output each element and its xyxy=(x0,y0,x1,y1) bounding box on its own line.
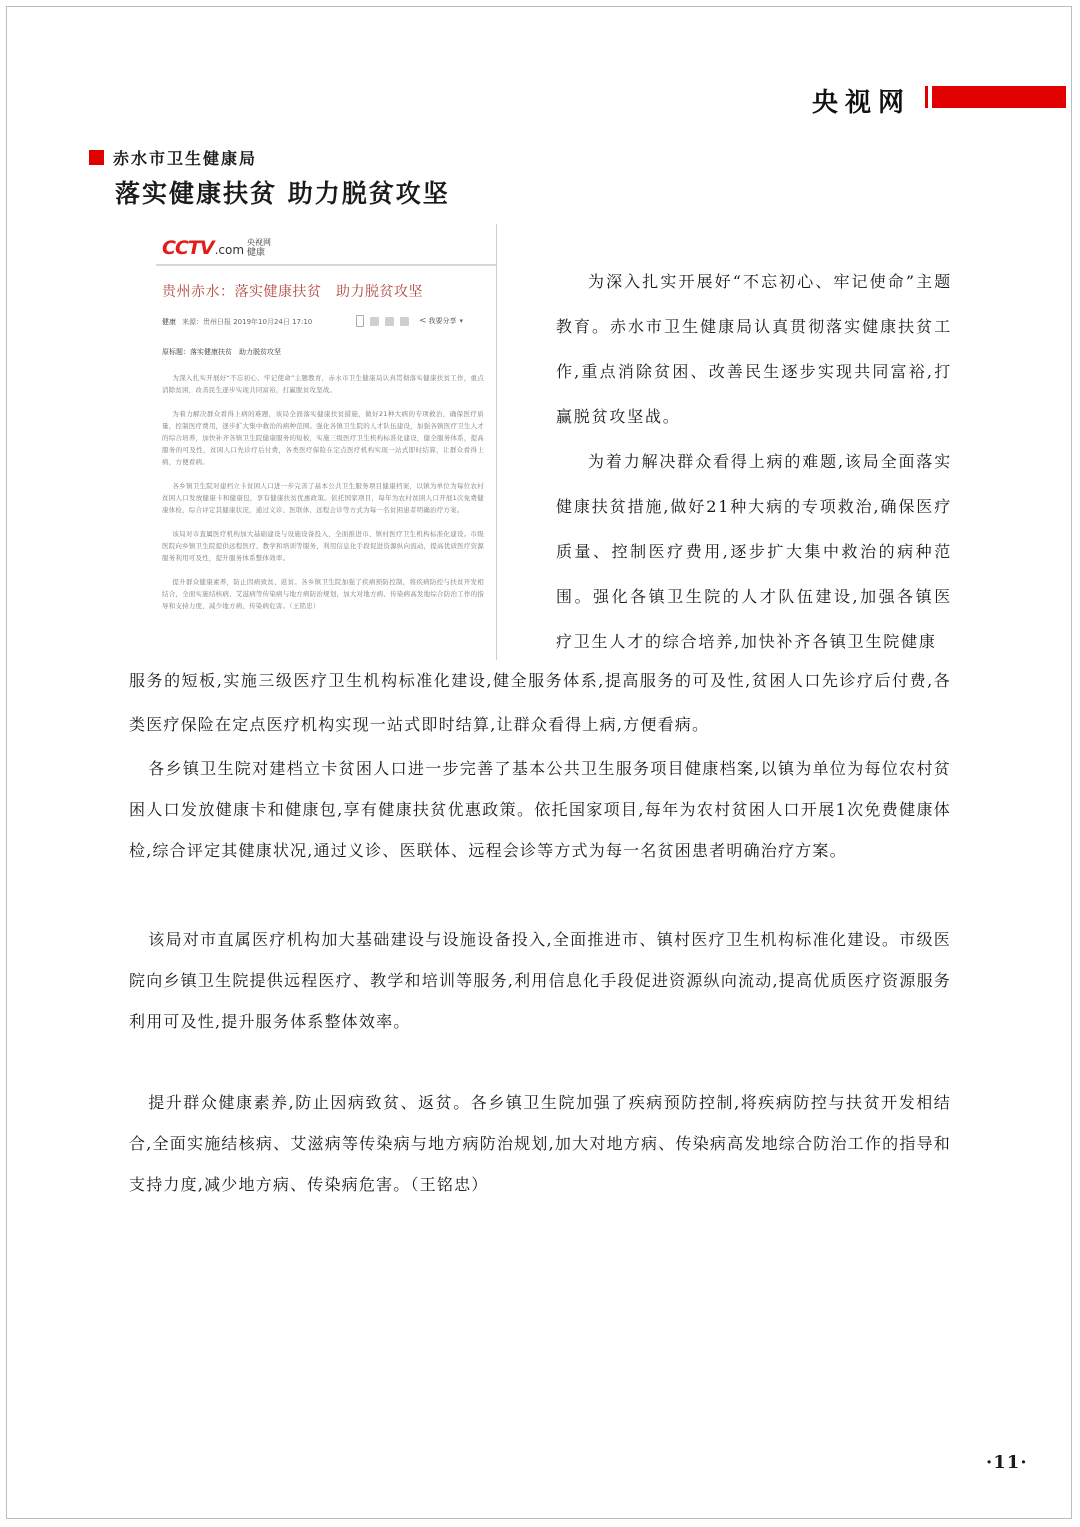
embed-paragraph: 各乡镇卫生院对建档立卡贫困人口进一步完善了基本公共卫生服务项目健康档案，以镇为单位为每位农村贫困人口发放健康卡和健康包，享有健康扶贫优惠政策。依托国家项目，每年为农村贫困人口开展1次免费健康体检，综合评定其健康状况，通过义诊、医联体、远程会诊等方式为每一名贫困患者明确治疗方案。 xyxy=(162,482,484,514)
article-paragraph-2-end: 服务的短板,实施三级医疗卫生机构标准化建设,健全服务体系,提高服务的可及性,贫困人口先诊疗后付费,各类医疗保险在定点医疗机构实现一站式即时结算,让群众看得上病,方便看病。 xyxy=(129,671,951,734)
logo-mark: CCTV xyxy=(162,237,214,259)
phone-icon xyxy=(356,315,364,327)
section-label: 赤水市卫生健康局 xyxy=(113,149,258,168)
article-paragraph-4-block xyxy=(129,919,951,1042)
embed-source: 来源：贵州日报 2019年10月24日 17:10 xyxy=(182,318,313,326)
article-paragraph-5: 提升群众健康素养,防止因病致贫、返贫。各乡镇卫生院加强了疾病预防控制,将疾病防控与扶贫开发相结合,全面实施结核病、艾滋病等传染病与地方病防治规划,加大对地方病、传染病高发地综合防治工作的指导和支持力度,减少地方病、传染病危害。（王铭忠） xyxy=(129,1093,951,1194)
embed-paragraph: 提升群众健康素养，防止因病致贫、返贫。各乡镇卫生院加强了疾病预防控制，将疾病防控与扶贫开发相结合，全面实施结核病、艾滋病等传染病与地方病防治规划，加大对地方病、传染病高发地综合防治工作的指导和支持力度，减少地方病、传染病危害。（王铭忠） xyxy=(162,578,484,610)
embed-divider xyxy=(156,264,496,266)
embed-article-title: 贵州赤水：落实健康扶贫 助力脱贫攻坚 xyxy=(162,284,423,300)
embed-body xyxy=(162,372,484,624)
logo-side xyxy=(247,238,271,258)
page-title: 落实健康扶贫 助力脱贫攻坚 xyxy=(115,179,450,208)
embed-category: 健康 xyxy=(162,318,176,326)
article-intro xyxy=(556,259,952,664)
masthead-title: 央视网 xyxy=(812,88,912,118)
article-paragraph-4: 该局对市直属医疗机构加大基础建设与设施设备投入,全面推进市、镇村医疗卫生机构标准化建设。市级医院向乡镇卫生院提供远程医疗、教学和培训等服务,利用信息化手段促进资源纵向流动,提高优质医疗资源服务利用可及性,提升服务体系整体效率。 xyxy=(129,930,951,1031)
embed-paragraph: 为深入扎实开展好“不忘初心、牢记使命”主题教育，赤水市卫生健康局认真贯彻落实健康扶贫工作，重点消除贫困，改善民生逐步实现共同富裕，打赢脱贫攻坚战。 xyxy=(162,374,484,394)
embed-meta xyxy=(162,317,312,327)
logo-channel: 健康 xyxy=(247,248,266,258)
font-large-icon xyxy=(385,317,394,326)
print-icon xyxy=(400,317,409,326)
embed-paragraph: 该局对市直属医疗机构加大基础建设与设施设备投入，全面推进市、镇村医疗卫生机构标准化建设。市级医院向乡镇卫生院提供远程医疗、教学和培训等服务，利用信息化手段促进资源纵向流动，提高优质医疗资源服务利用可及性，提升服务体系整体效率。 xyxy=(162,530,484,562)
font-small-icon xyxy=(370,317,379,326)
chevron-down-icon: ▾ xyxy=(459,317,464,325)
masthead-separator xyxy=(925,86,928,108)
article-paragraph-5-block xyxy=(129,1082,951,1205)
embed-original-title: 原标题：落实健康扶贫 助力脱贫攻坚 xyxy=(162,348,281,356)
section-marker-icon xyxy=(89,150,104,165)
embed-paragraph: 为着力解决群众看得上病的难题，该局全面落实健康扶贫措施，做好21种大病的专项救治，确保医疗质量，控制医疗费用，逐步扩大集中救治的病种范围。强化各镇卫生院的人才队伍建设，加强各镇医疗卫生人才的综合培养，加快补齐各镇卫生院健康服务的短板，实施三级医疗卫生机构标准化建设，健全服务体系，提高服务的可及性，贫困人口先诊疗后付费，各类医疗保险在定点医疗机构实现一站式即时结算，让群众看得上病，方便看病。 xyxy=(162,410,484,466)
article-paragraph-3: 各乡镇卫生院对建档立卡贫困人口进一步完善了基本公共卫生服务项目健康档案,以镇为单位为每位农村贫困人口发放健康卡和健康包,享有健康扶贫优惠政策。依托国家项目,每年为农村贫困人口开展1次免费健康体检,综合评定其健康状况,通过义诊、医联体、远程会诊等方式为每一名贫困患者明确治疗方案。 xyxy=(129,759,951,860)
article-paragraph-3-block xyxy=(129,748,951,871)
share-icon: < xyxy=(419,316,427,326)
article-paragraph-2-start: 为着力解决群众看得上病的难题,该局全面落实健康扶贫措施,做好21种大病的专项救治,确保医疗质量、控制医疗费用,逐步扩大集中救治的病种范围。强化各镇卫生院的人才队伍建设,加强各镇医疗卫生人才的综合培养,加快补齐各镇卫生院健康 xyxy=(556,452,952,651)
page-number: ·11· xyxy=(986,1452,1028,1473)
cctv-logo xyxy=(162,234,271,258)
article-paragraph-1: 为深入扎实开展好“不忘初心、牢记使命”主题教育。赤水市卫生健康局认真贯彻落实健康扶贫工作,重点消除贫困、改善民生逐步实现共同富裕,打赢脱贫攻坚战。 xyxy=(556,272,952,426)
masthead-red-bar xyxy=(932,86,1066,108)
share-label: 我要分享 xyxy=(428,317,457,325)
logo-top-text: 央视网 xyxy=(247,238,272,247)
article-screenshot xyxy=(152,224,497,660)
embed-toolbar xyxy=(356,315,463,327)
logo-com: .com xyxy=(214,243,245,257)
